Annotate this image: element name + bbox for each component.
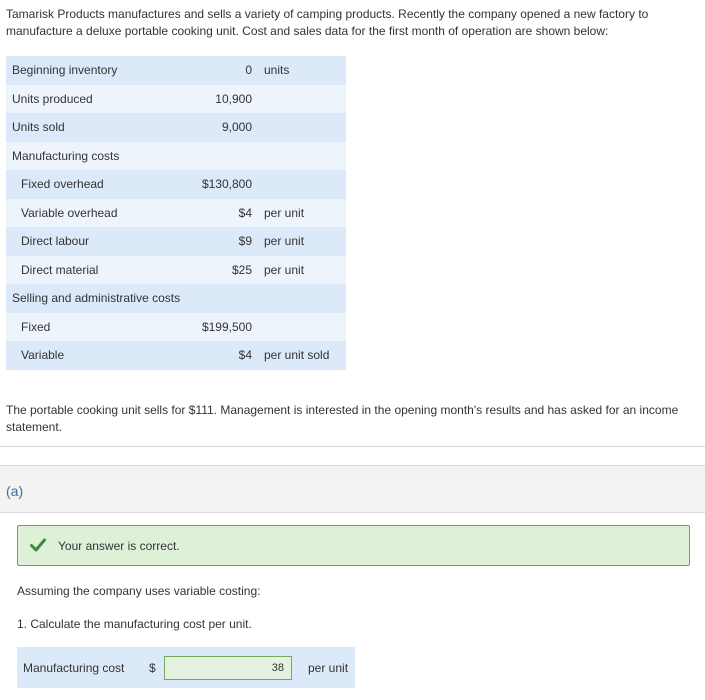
answer-unit: per unit xyxy=(308,661,349,675)
divider xyxy=(0,446,705,447)
table-row xyxy=(6,85,346,114)
answer-row xyxy=(17,647,355,688)
table-row xyxy=(6,313,346,342)
row-label: Direct material xyxy=(6,256,186,285)
row-value: $4 xyxy=(186,341,258,370)
row-label: Variable overhead xyxy=(6,199,186,228)
row-unit xyxy=(258,142,346,171)
question-text: 1. Calculate the manufacturing cost per unit. xyxy=(17,617,252,631)
row-value: $9 xyxy=(186,227,258,256)
row-unit: per unit xyxy=(258,199,346,228)
row-value xyxy=(186,142,258,171)
table-row xyxy=(6,142,346,171)
row-unit: per unit xyxy=(258,256,346,285)
row-value: $199,500 xyxy=(186,313,258,342)
row-label: Units produced xyxy=(6,85,186,114)
row-label: Variable xyxy=(6,341,186,370)
currency-symbol: $ xyxy=(149,661,156,675)
table-row xyxy=(6,113,346,142)
table-row xyxy=(6,284,346,313)
problem-outro: The portable cooking unit sells for $111. Management is interested in the opening month's results and has asked for an income statement. xyxy=(6,403,679,434)
table-row xyxy=(6,256,346,285)
row-unit xyxy=(258,85,346,114)
row-label: Selling and administrative costs xyxy=(6,284,186,313)
row-label: Units sold xyxy=(6,113,186,142)
row-value: $25 xyxy=(186,256,258,285)
row-unit xyxy=(258,284,346,313)
row-value: $4 xyxy=(186,199,258,228)
row-value: 0 xyxy=(186,56,258,85)
row-label: Direct labour xyxy=(6,227,186,256)
row-unit xyxy=(258,170,346,199)
row-unit xyxy=(258,313,346,342)
table-row xyxy=(6,56,346,85)
row-label: Manufacturing costs xyxy=(6,142,186,171)
row-label: Fixed xyxy=(6,313,186,342)
row-label: Fixed overhead xyxy=(6,170,186,199)
part-label: (a) xyxy=(6,483,24,499)
checkmark-icon xyxy=(30,538,46,552)
answer-label: Manufacturing cost xyxy=(23,661,125,675)
table-row xyxy=(6,199,346,228)
row-unit: units xyxy=(258,56,346,85)
table-row xyxy=(6,341,346,370)
part-header xyxy=(0,465,705,513)
manufacturing-cost-input[interactable] xyxy=(164,656,292,680)
row-value: $130,800 xyxy=(186,170,258,199)
row-label: Beginning inventory xyxy=(6,56,186,85)
row-unit: per unit xyxy=(258,227,346,256)
row-unit: per unit sold xyxy=(258,341,346,370)
feedback-banner xyxy=(17,525,690,566)
feedback-text: Your answer is correct. xyxy=(58,539,180,553)
problem-intro: Tamarisk Products manufactures and sells a variety of camping products. Recently the company opened a new factory to manufacture a deluxe portable cooking unit. Cost and sales data for the first month of operation are shown below: xyxy=(6,7,649,38)
cost-data-table xyxy=(6,56,346,370)
table-row xyxy=(6,227,346,256)
row-value: 10,900 xyxy=(186,85,258,114)
row-value: 9,000 xyxy=(186,113,258,142)
table-row xyxy=(6,170,346,199)
row-value xyxy=(186,284,258,313)
row-unit xyxy=(258,113,346,142)
question-intro: Assuming the company uses variable costing: xyxy=(17,584,261,598)
